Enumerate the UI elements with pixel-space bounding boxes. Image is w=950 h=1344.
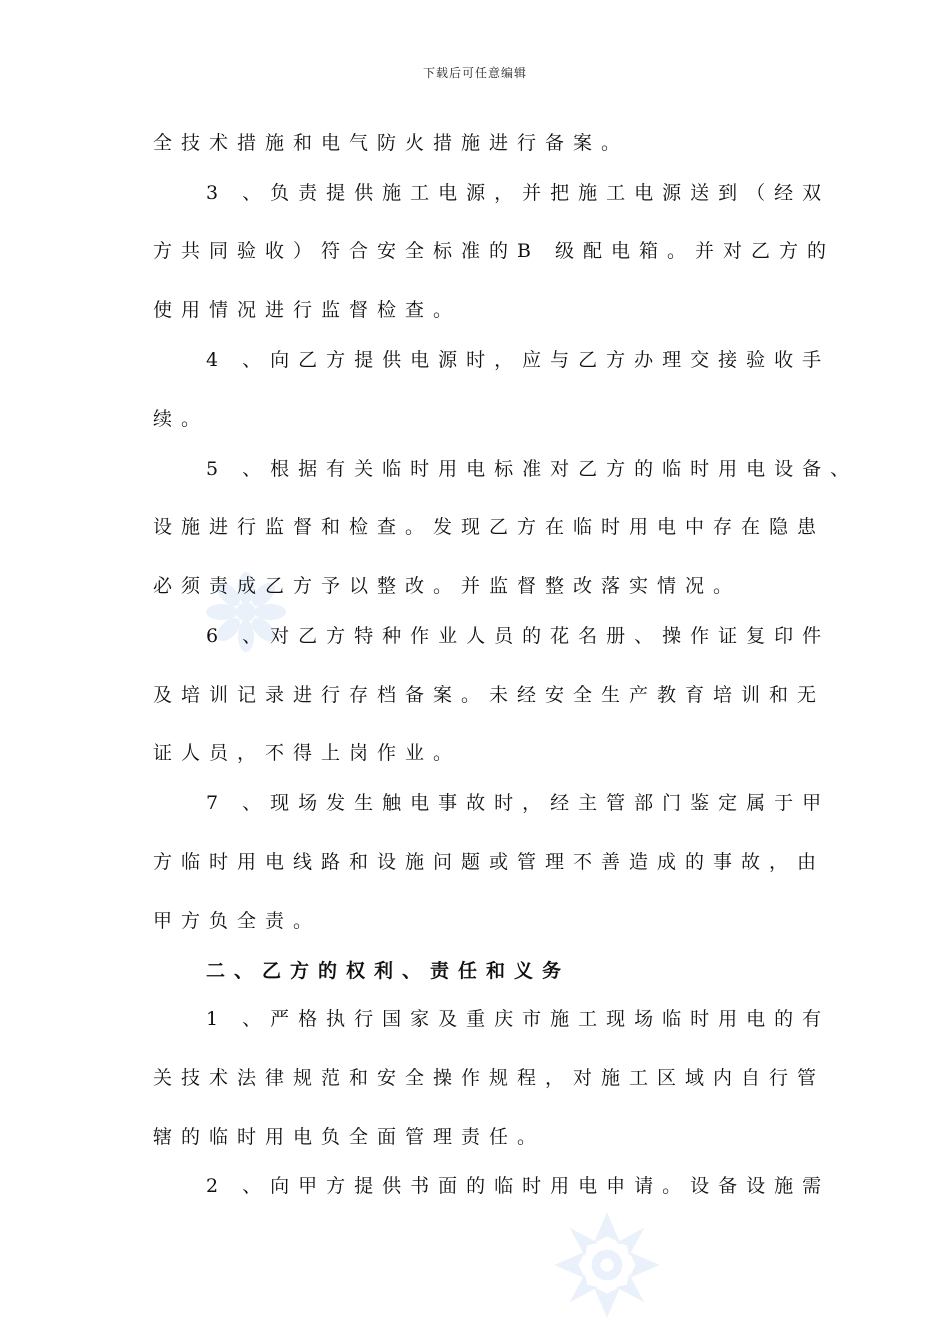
body-text-line-5: 4 、向乙方提供电源时，应与乙方办理交接验收手 — [206, 349, 831, 371]
body-text-line-9: 必须责成乙方予以整改。并监督整改落实情况。 — [153, 575, 742, 597]
body-text-line-15: 甲方负全责。 — [153, 910, 322, 932]
section-heading: 二、乙方的权利、责任和义务 — [206, 960, 571, 982]
body-text-line-12: 证人员，不得上岗作业。 — [153, 742, 462, 764]
body-text-line-19: 辖的临时用电负全面管理责任。 — [153, 1126, 546, 1148]
body-text-line-20: 2 、向甲方提供书面的临时用电申请。设备设施需 — [206, 1175, 831, 1197]
watermark-snowflake-icon — [552, 1210, 662, 1320]
body-text-line-1: 全技术措施和电气防火措施进行备案。 — [153, 132, 630, 154]
page-header: 下载后可任意编辑 — [422, 66, 527, 80]
body-text-line-14: 方临时用电线路和设施问题或管理不善造成的事故，由 — [153, 851, 826, 873]
body-text-line-13: 7 、现场发生触电事故时，经主管部门鉴定属于甲 — [206, 792, 831, 814]
body-text-line-18: 关技术法律规范和安全操作规程，对施工区域内自行管 — [153, 1067, 826, 1089]
body-text-line-11: 及培训记录进行存档备案。未经安全生产教育培训和无 — [153, 684, 826, 706]
body-text-line-8: 设施进行监督和检查。发现乙方在临时用电中存在隐患 — [153, 516, 826, 538]
body-text-line-6: 续。 — [153, 408, 210, 430]
body-text-line-17: 1 、严格执行国家及重庆市施工现场临时用电的有 — [206, 1008, 831, 1030]
body-text-line-3: 方共同验收）符合安全标准的B 级配电箱。并对乙方的 — [153, 240, 836, 262]
body-text-line-7: 5 、根据有关临时用电标准对乙方的临时用电设备、 — [206, 458, 859, 480]
body-text-line-10: 6 、对乙方特种作业人员的花名册、操作证复印件 — [206, 625, 831, 647]
body-text-line-4: 使用情况进行监督检查。 — [153, 299, 462, 321]
body-text-line-2: 3 、负责提供施工电源，并把施工电源送到（经双 — [206, 182, 831, 204]
